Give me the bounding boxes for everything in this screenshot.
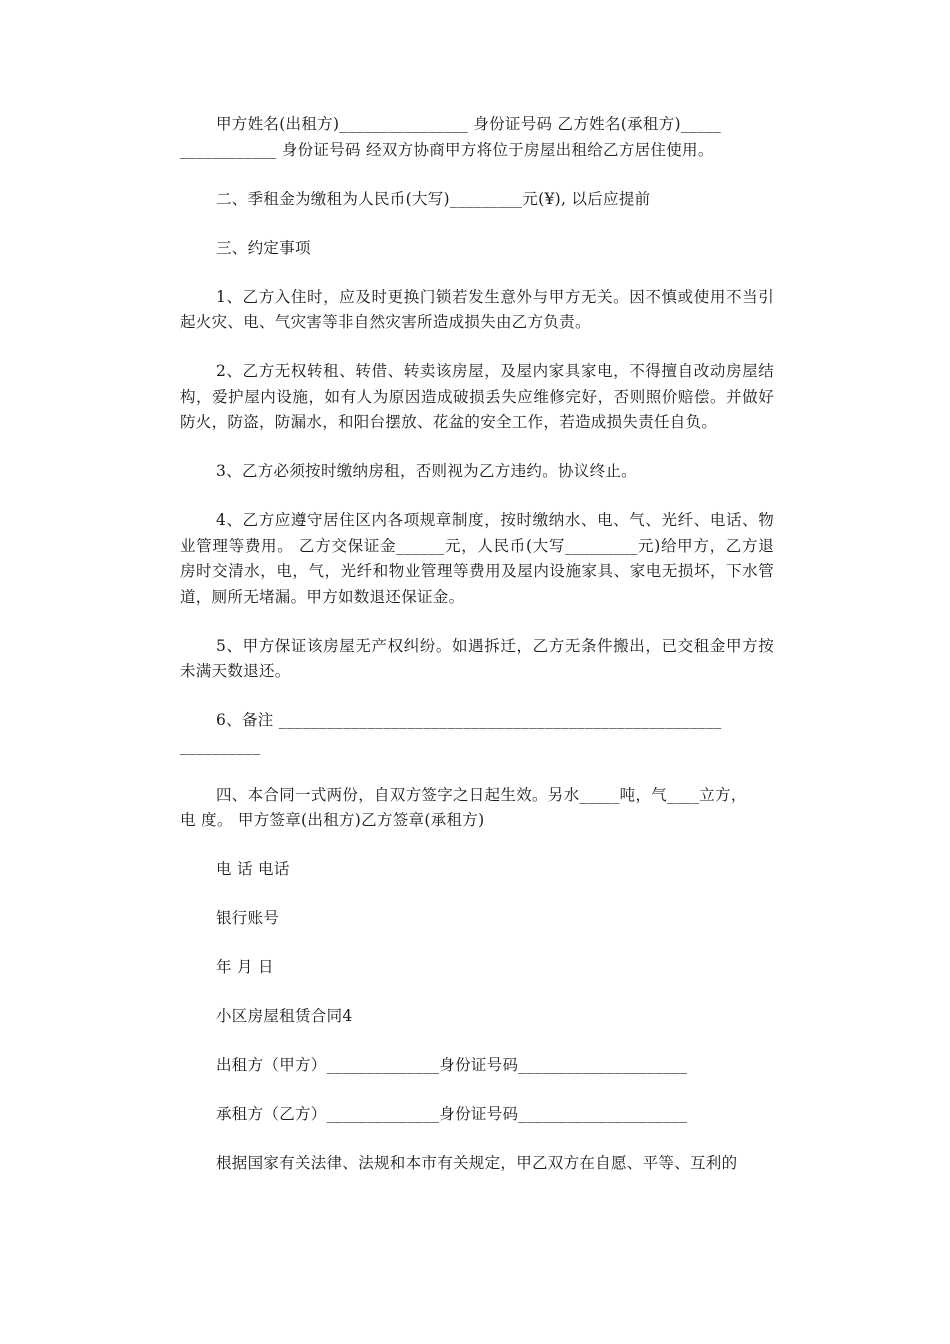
rent-paragraph: 二、季租金为缴租为人民币(大写)_________元(¥), 以后应提前 bbox=[216, 189, 651, 208]
section-heading-terms: 三、约定事项 bbox=[216, 238, 311, 257]
phone-line: 电 话 电话 bbox=[216, 860, 290, 878]
contract-page bbox=[180, 112, 774, 1200]
term-2-paragraph: 2、乙方无权转租、转借、转卖该房屋，及屋内家具家电，不得擅自改动房屋结构，爱护屋内设施，如有人为原因造成破损丢失应维修完好，否则照价赔偿。并做好防火，防盗，防漏水，和阳台摆放、花盆的安全工作，若造成损失责任自负。 bbox=[180, 362, 774, 431]
bank-account-line: 银行账号 bbox=[216, 909, 280, 927]
term-4-paragraph: 4、乙方应遵守居住区内各项规章制度，按时缴纳水、电、气、光纤、电话、物业管理等费用。 乙方交保证金______元，人民币(大写_________元)给甲方，乙方退房时交清水，电，气，光纤和物业管理等费用及屋内设施家具、家电无损坏，下水管道，厕所无堵漏。甲方如数退还保证金。 bbox=[180, 511, 774, 606]
preamble-paragraph: 根据国家有关法律、法规和本市有关规定，甲乙双方在自愿、平等、互利的 bbox=[216, 1154, 738, 1172]
parties-paragraph: 甲方姓名(出租方)________________ 身份证号码 乙方姓名(承租方)_____ ____________ 身份证号码 经双方协商甲方将位于房屋出租给乙方居住使用。 bbox=[180, 115, 722, 159]
term-6-remarks: 6、备注 _______________________________________________________ __________ bbox=[180, 711, 722, 755]
term-1-paragraph: 1、乙方入住时，应及时更换门锁若发生意外与甲方无关。因不慎或使用不当引起火灾、电、气灾害等非自然灾害所造成损失由乙方负责。 bbox=[180, 287, 774, 331]
lessee-line: 承租方（乙方）______________身份证号码_____________________ bbox=[216, 1105, 688, 1123]
date-line: 年 月 日 bbox=[216, 958, 274, 976]
term-3-paragraph: 3、乙方必须按时缴纳房租，否则视为乙方违约。协议终止。 bbox=[216, 462, 637, 480]
lessor-line: 出租方（甲方）______________身份证号码_____________________ bbox=[216, 1056, 688, 1074]
contract-title: 小区房屋租赁合同4 bbox=[216, 1007, 353, 1025]
term-5-paragraph: 5、甲方保证该房屋无产权纠纷。如遇拆迁，乙方无条件搬出，已交租金甲方按未满天数退还。 bbox=[180, 636, 774, 680]
section-4-paragraph: 四、本合同一式两份，自双方签字之日起生效。另水_____吨，气____立方， 电 度。 甲方签章(出租方)乙方签章(承租方) bbox=[180, 785, 747, 829]
